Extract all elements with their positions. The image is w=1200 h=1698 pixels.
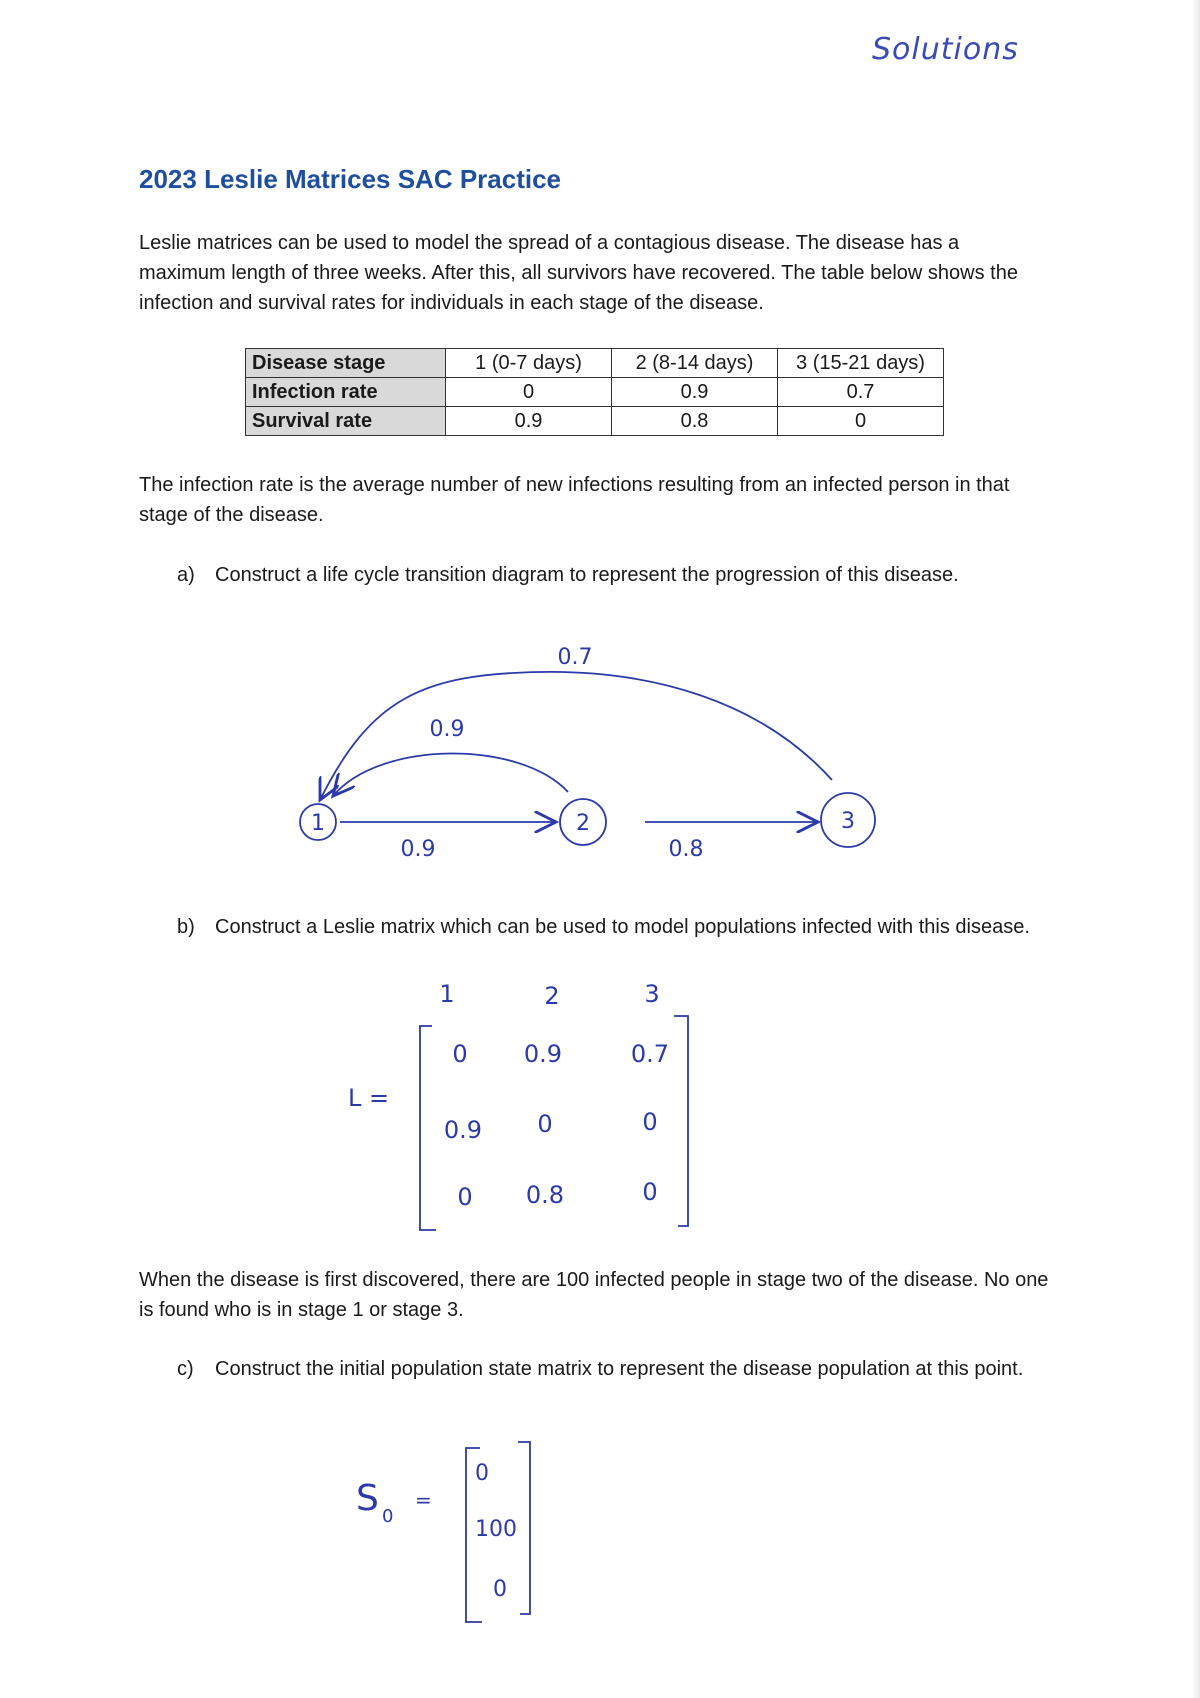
intro-paragraph: Leslie matrices can be used to model the spread of a contagious disease. The disease has a maximum length of three weeks. After this, all survivors have recovered. The table below shows the infection and survival rates for individuals in each stage of the disease. <box>139 232 1018 314</box>
edge-1-to-2-label: 0.9 <box>400 837 436 862</box>
stage-3-label: 3 <box>841 809 855 834</box>
document-title: 2023 Leslie Matrices SAC Practice <box>139 164 562 194</box>
leslie-column-header: 2 <box>544 982 560 1010</box>
table-cell: 0.8 <box>612 407 778 436</box>
table-header-cell: Disease stage <box>246 349 446 378</box>
arc-3-to-1-label: 0.7 <box>557 645 593 670</box>
state-matrix-name: S <box>356 1478 379 1519</box>
state-right-bracket <box>518 1442 530 1614</box>
leslie-column-header: 3 <box>644 980 660 1008</box>
table-header-cell: 1 (0-7 days) <box>446 349 612 378</box>
table-cell: 0 <box>778 407 944 436</box>
leslie-cell: 0 <box>537 1110 553 1138</box>
infection-rate-definition: The infection rate is the average number of new infections resulting from an infected person in that stage of the disease. <box>139 474 1010 526</box>
stage-1-label: 1 <box>311 811 325 836</box>
state-cell: 0 <box>493 1577 507 1602</box>
arc-2-to-1 <box>333 753 568 796</box>
state-cell: 0 <box>475 1461 489 1486</box>
arc-2-to-1-label: 0.9 <box>429 717 465 742</box>
table-cell: 0.9 <box>446 407 612 436</box>
stage-2-label: 2 <box>576 811 590 836</box>
leslie-cell: 0 <box>452 1040 468 1068</box>
leslie-cell: 0 <box>642 1108 658 1136</box>
scenario-paragraph: When the disease is first discovered, there are 100 infected people in stage two of the disease. No one is found who is in stage 1 or stage 3. <box>139 1269 1049 1321</box>
leslie-left-bracket <box>420 1026 436 1230</box>
table-header-cell: 2 (8-14 days) <box>612 349 778 378</box>
question-c-letter: c) <box>177 1358 194 1380</box>
table-row-head: Survival rate <box>246 407 446 436</box>
leslie-matrix-name: L = <box>348 1084 390 1112</box>
table-cell: 0 <box>446 378 612 407</box>
leslie-cell: 0 <box>642 1178 658 1206</box>
handwritten-solutions-note: Solutions <box>872 32 1019 67</box>
table-cell: 0.7 <box>778 378 944 407</box>
table-header-cell: 3 (15-21 days) <box>778 349 944 378</box>
question-c <box>177 1354 1057 1414</box>
state-matrix-subscript: 0 <box>382 1506 394 1527</box>
edge-2-to-3-label: 0.8 <box>668 837 704 862</box>
question-b <box>177 912 1057 972</box>
question-a-letter: a) <box>177 564 195 586</box>
leslie-cell: 0.7 <box>630 1040 670 1068</box>
question-c-text: Construct the initial population state matrix to represent the disease population at this point. <box>215 1358 1024 1380</box>
leslie-cell: 0.8 <box>525 1181 565 1209</box>
table-row-head: Infection rate <box>246 378 446 407</box>
leslie-cell: 0.9 <box>523 1040 563 1068</box>
question-b-text: Construct a Leslie matrix which can be used to model populations infected with this disease. <box>215 916 1030 938</box>
leslie-column-header: 1 <box>439 980 455 1008</box>
state-matrix-equals: = <box>415 1488 432 1512</box>
leslie-cell: 0 <box>457 1183 473 1211</box>
state-cell: 100 <box>475 1517 517 1542</box>
leslie-cell: 0.9 <box>443 1116 483 1144</box>
question-b-letter: b) <box>177 916 195 938</box>
leslie-right-bracket <box>674 1016 688 1226</box>
arc-3-to-1 <box>320 672 832 800</box>
question-a-text: Construct a life cycle transition diagram to represent the progression of this disease. <box>215 564 959 586</box>
table-cell: 0.9 <box>612 378 778 407</box>
